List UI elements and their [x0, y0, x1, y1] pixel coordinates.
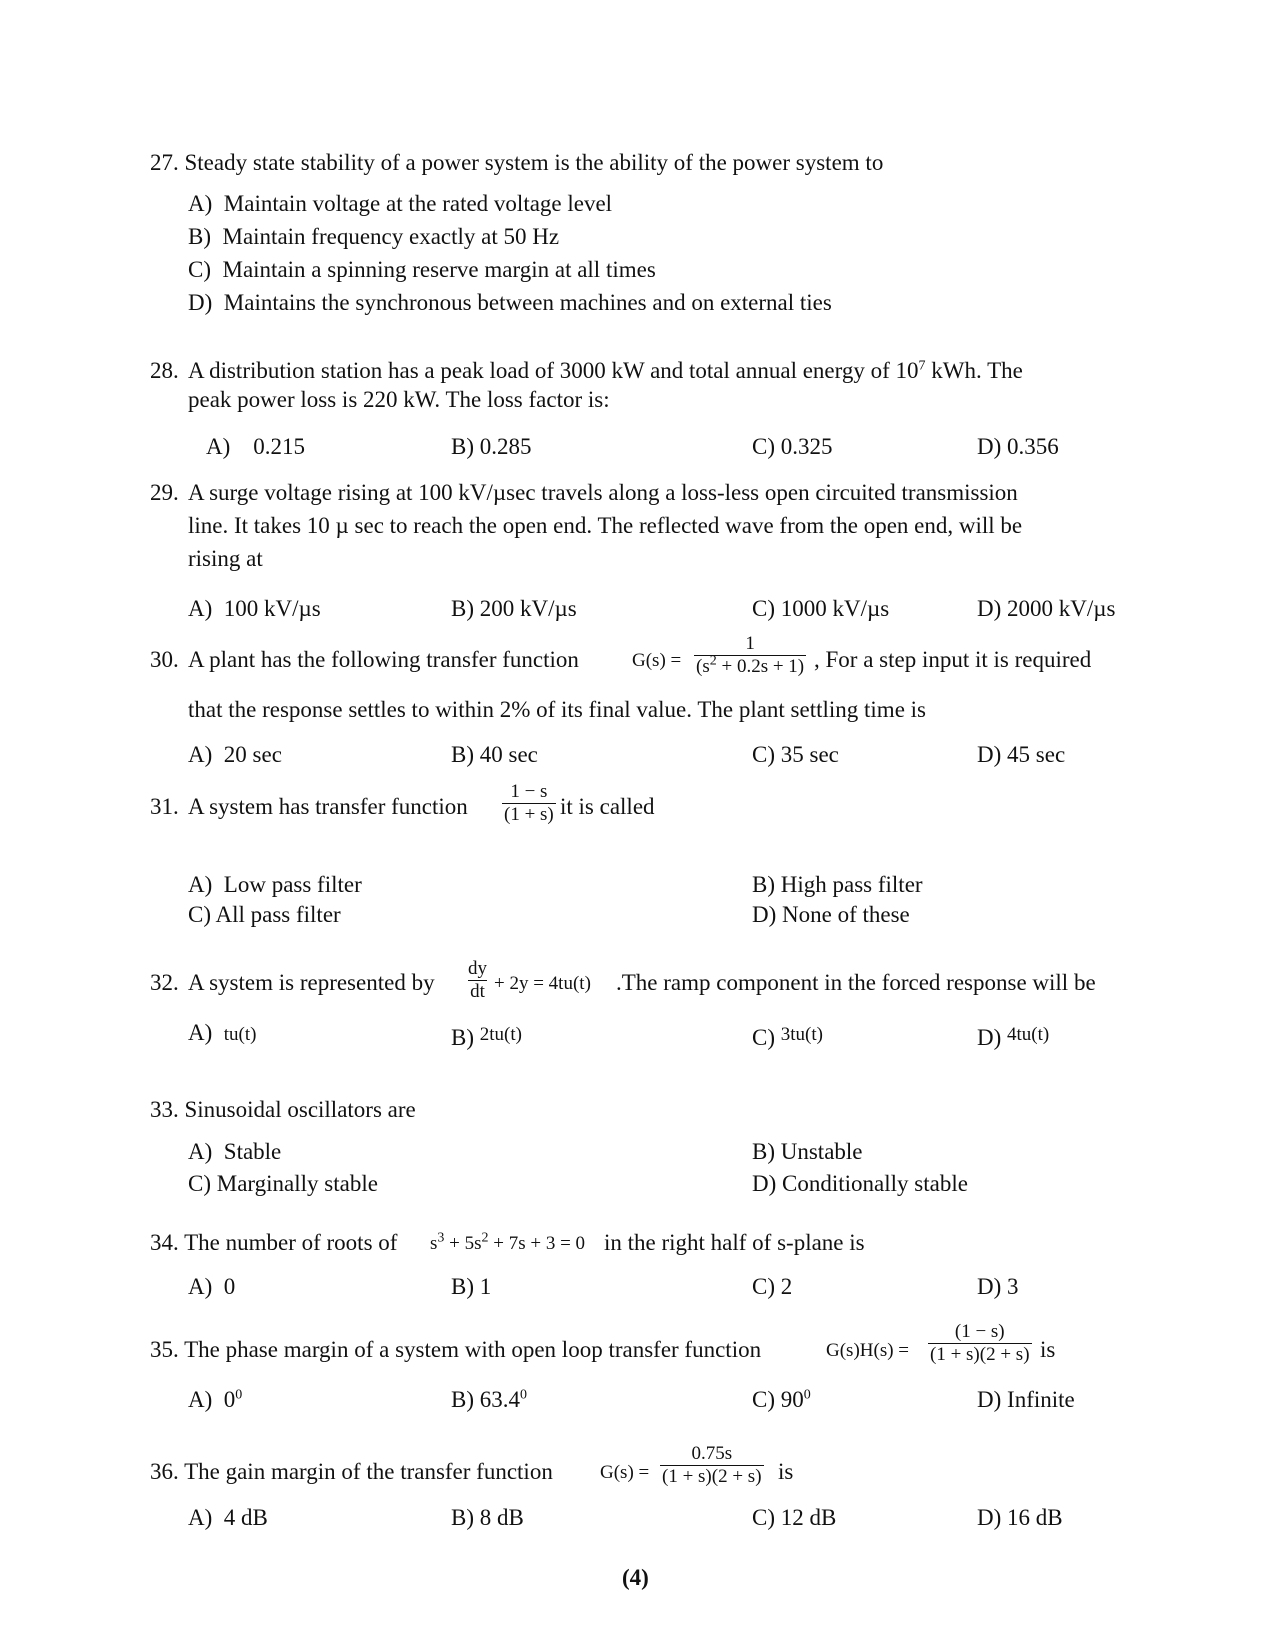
question-31-number: 31.: [150, 794, 179, 819]
q32-option-d: D) $^{4tu(t)}$: [977, 1024, 1050, 1050]
q35-option-b: B) 63.4$^0$: [451, 1387, 527, 1412]
question-36-stem-b: is: [778, 1459, 794, 1484]
q28-option-c: C) 0.325: [752, 434, 833, 459]
question-33-stem: 33. Sinusoidal oscillators are: [150, 1097, 416, 1122]
question-29-line1: A surge voltage rising at 100 kV/µsec travels along a loss-less open circuited transmission: [188, 480, 1018, 505]
q27-option-c: C) Maintain a spinning reserve margin at all times: [188, 257, 656, 282]
q29-option-b: B) 200 kV/µs: [451, 596, 577, 621]
q30-transfer-function: [694, 633, 806, 678]
question-32-stem-a: A system is represented by: [188, 970, 435, 995]
q32-option-c: C) $^{3tu(t)}$: [752, 1024, 823, 1050]
question-31-stem-a: A system has transfer function: [188, 794, 468, 819]
q33-option-d: D) Conditionally stable: [752, 1171, 968, 1196]
tf-denominator: (1 + s)(2 + s): [662, 1466, 762, 1487]
q36-transfer-function: [660, 1443, 764, 1488]
q28-option-b: B) 0.285: [451, 434, 532, 459]
question-34-stem-a: 34. The number of roots of: [150, 1230, 398, 1255]
question-29-number: 29.: [150, 480, 179, 505]
page-number: (4): [622, 1565, 649, 1590]
q27-option-d: D) Maintains the synchronous between machines and on external ties: [188, 290, 832, 315]
tf-numerator: 1: [745, 633, 755, 654]
q35-option-d: D) Infinite: [977, 1387, 1075, 1412]
q31-option-a: A) Low pass filter: [188, 872, 362, 897]
q30-option-b: B) 40 sec: [451, 742, 538, 767]
q30-option-d: D) 45 sec: [977, 742, 1066, 767]
tf-denominator: $(s^2 + 0.2s + 1)$: [696, 653, 805, 677]
question-34-stem-b: in the right half of s-plane is: [604, 1230, 865, 1255]
question-30-stem-a: A plant has the following transfer function: [188, 647, 579, 672]
q34-option-d: D) 3: [977, 1274, 1019, 1299]
q31-option-b: B) High pass filter: [752, 872, 923, 897]
tf-numerator: 0.75s: [691, 1443, 733, 1464]
q33-option-c: C) Marginally stable: [188, 1171, 378, 1196]
question-30-stem-b: , For a step input it is required: [814, 647, 1092, 672]
question-35-stem-b: is: [1040, 1337, 1056, 1362]
question-27-stem: [150, 148, 883, 178]
q31-option-c: C) All pass filter: [188, 902, 341, 927]
q30-tf-lhs: G(s) =: [632, 650, 682, 671]
tf-denominator: (1 + s)(2 + s): [930, 1344, 1030, 1365]
q30-option-c: C) 35 sec: [752, 742, 839, 767]
question-29-line3: rising at: [188, 546, 263, 571]
q34-polynomial: $s^3 + 5s^2 + 7s + 3 = 0$: [430, 1230, 586, 1254]
q32-option-a: A) tu(t): [188, 1020, 257, 1045]
q35-transfer-function: [928, 1321, 1032, 1366]
q31-option-d: D) None of these: [752, 902, 910, 927]
question-32-stem-b: .The ramp component in the forced response will be: [616, 970, 1096, 995]
question-30-line2: that the response settles to within 2% of its final value. The plant settling time is: [188, 697, 926, 722]
q28-option-d: D) 0.356: [977, 434, 1059, 459]
question-number: 27.: [150, 150, 179, 175]
question-36-stem-a: 36. The gain margin of the transfer function: [150, 1459, 553, 1484]
q34-option-a: A) 0: [188, 1274, 236, 1299]
q36-option-c: C) 12 dB: [752, 1505, 837, 1530]
question-30-number: 30.: [150, 647, 179, 672]
question-28-number: 28.: [150, 358, 179, 383]
question-29-line2: line. It takes 10 µ sec to reach the open end. The reflected wave from the open end, will be: [188, 513, 1023, 538]
q33-option-a: A) Stable: [188, 1139, 282, 1164]
q28-option-a: A) 0.215: [206, 434, 306, 459]
q29-option-c: C) 1000 kV/µs: [752, 596, 890, 621]
tf-numerator: (1 − s): [954, 1321, 1005, 1342]
q29-option-a: A) 100 kV/µs: [188, 596, 321, 621]
q32-equation-rest: + 2y = 4tu(t): [494, 973, 591, 994]
q34-option-b: B) 1: [451, 1274, 492, 1299]
tf-numerator: 1 − s: [510, 781, 548, 802]
question-35-stem-a: 35. The phase margin of a system with open loop transfer function: [150, 1337, 762, 1362]
q33-option-b: B) Unstable: [752, 1139, 863, 1164]
q32-derivative: [466, 958, 489, 1003]
question-28-line2: peak power loss is 220 kW. The loss factor is:: [188, 387, 610, 412]
question-32-number: 32.: [150, 970, 179, 995]
q36-option-a: A) 4 dB: [188, 1505, 268, 1530]
q31-transfer-function: [502, 781, 556, 826]
tf-denominator: (1 + s): [504, 804, 554, 825]
q36-option-d: D) 16 dB: [977, 1505, 1063, 1530]
q30-option-a: A) 20 sec: [188, 742, 282, 767]
q35-option-a: A) $0^0$: [188, 1387, 243, 1412]
q35-tf-lhs: G(s)H(s) =: [826, 1340, 910, 1361]
q29-option-d: D) 2000 kV/µs: [977, 596, 1116, 621]
q35-option-c: C) $90^0$: [752, 1387, 811, 1412]
q27-option-b: B) Maintain frequency exactly at 50 Hz: [188, 224, 560, 249]
question-28-line1: A distribution station has a peak load of 3000 kW and total annual energy of $10^7$ kWh. The: [188, 358, 1023, 383]
q36-option-b: B) 8 dB: [451, 1505, 524, 1530]
q34-option-c: C) 2: [752, 1274, 793, 1299]
eq-numerator: dy: [468, 958, 487, 979]
question-text: Steady state stability of a power system is the ability of the power system to: [184, 150, 884, 175]
q32-option-b: B) $^{2tu(t)}$: [451, 1024, 522, 1050]
q27-option-a: A) Maintain voltage at the rated voltage level: [188, 191, 613, 216]
q36-tf-lhs: G(s) =: [600, 1462, 650, 1483]
question-31-stem-b: it is called: [560, 794, 655, 819]
eq-denominator: dt: [470, 981, 485, 1002]
